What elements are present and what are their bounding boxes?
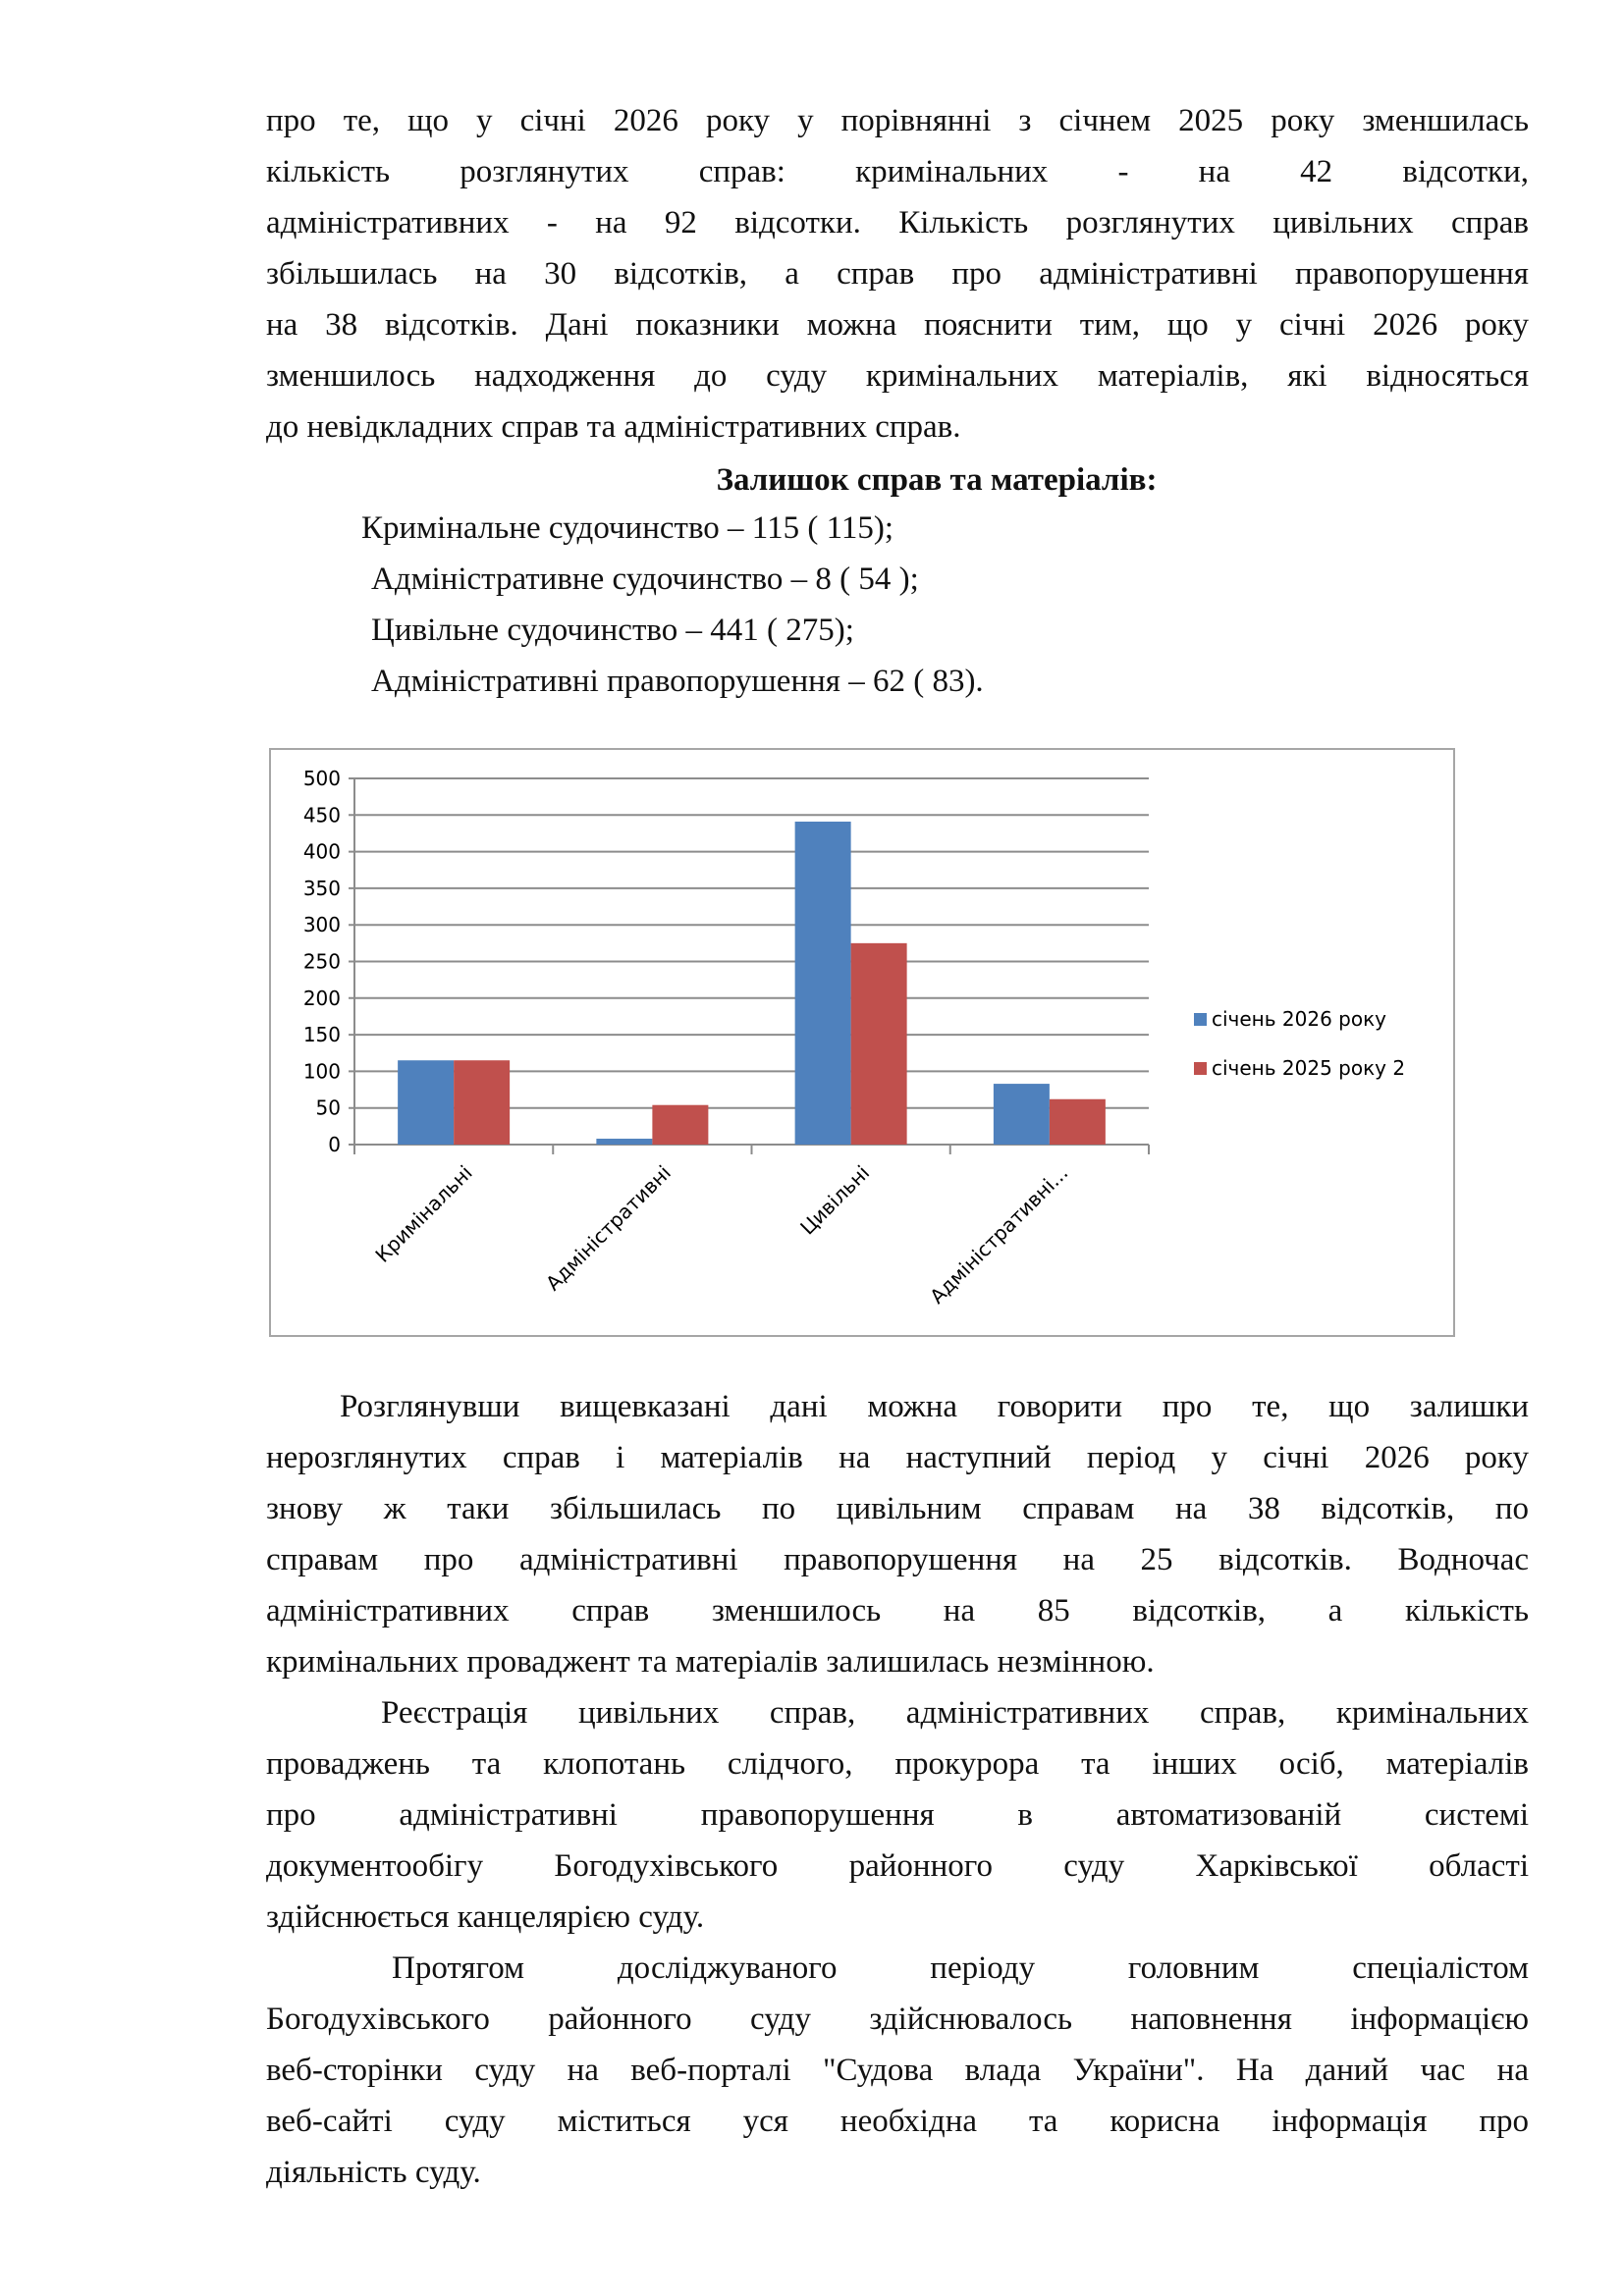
y-tick-label: 250 xyxy=(302,949,341,974)
bar-2025 xyxy=(851,943,907,1145)
bar-2026 xyxy=(994,1084,1050,1145)
y-tick-label: 150 xyxy=(302,1023,341,1047)
bar-2026 xyxy=(596,1139,652,1145)
section-heading: Залишок справ та матеріалів: xyxy=(716,462,1158,498)
text-line: документообігу Богодухівського районного суду Харківської області xyxy=(266,1848,1529,1884)
bar-chart xyxy=(269,748,1455,1337)
bar-2025 xyxy=(652,1105,708,1145)
bar-2026 xyxy=(795,822,851,1145)
text-line: діяльність суду. xyxy=(266,2155,481,2190)
list-item: Адміністративне судочинство – 8 ( 54 ); xyxy=(371,561,919,597)
legend-swatch xyxy=(1194,1062,1207,1075)
text-line: веб-сторінки суду на веб-порталі "Судова влада України". На даний час на xyxy=(266,2053,1529,2088)
text-line: про те, що у січні 2026 року у порівнянні з січнем 2025 року зменшилась xyxy=(266,103,1529,138)
text-line: адміністративних - на 92 відсотки. Кількість розглянутих цивільних справ xyxy=(266,205,1529,240)
text-line: знову ж таки збільшилась по цивільним справам на 38 відсотків, по xyxy=(266,1491,1529,1526)
legend-label: січень 2026 року xyxy=(1212,1007,1386,1031)
text-line: здійснюється канцелярією суду. xyxy=(266,1899,705,1935)
text-line: адміністративних справ зменшилось на 85 відсотків, а кількість xyxy=(266,1593,1529,1629)
y-tick-label: 350 xyxy=(302,876,341,900)
y-tick-label: 400 xyxy=(302,839,341,864)
text-line: справам про адміністративні правопорушення на 25 відсотків. Водночас xyxy=(266,1542,1529,1577)
remaining-cases-list xyxy=(361,503,984,707)
text-line: на 38 відсотків. Дані показники можна пояснити тим, що у січні 2026 року xyxy=(266,307,1529,343)
y-tick-label: 100 xyxy=(302,1059,341,1084)
text-line: веб-сайті суду міститься уся необхідна та корисна інформація про xyxy=(266,2104,1529,2139)
text-line: нерозглянутих справ і матеріалів на наступний період у січні 2026 року xyxy=(266,1440,1529,1475)
text-line: зменшилось надходження до суду кримінальних матеріалів, які відносяться xyxy=(266,358,1529,394)
paragraph-3 xyxy=(266,1687,1529,1943)
text-line: про адміністративні правопорушення в автоматизованій системі xyxy=(266,1797,1529,1833)
list-item: Цивільне судочинство – 441 ( 275); xyxy=(371,613,854,648)
y-tick-label: 300 xyxy=(302,913,341,937)
y-tick-label: 50 xyxy=(315,1095,341,1120)
legend-label: січень 2025 року 2 xyxy=(1212,1056,1406,1080)
bar-2025 xyxy=(1050,1099,1106,1145)
paragraph-4 xyxy=(266,1943,1529,2198)
x-category-label: Цивільні xyxy=(795,1160,875,1240)
text-line: Протягом досліджуваного періоду головним спеціалістом xyxy=(392,1950,1529,1986)
y-tick-label: 0 xyxy=(328,1133,341,1156)
paragraph-2 xyxy=(266,1381,1529,1687)
y-tick-label: 200 xyxy=(302,986,341,1010)
bar-2026 xyxy=(398,1060,454,1145)
list-item: Адміністративні правопорушення – 62 ( 83). xyxy=(371,664,984,699)
bar-2025 xyxy=(454,1060,510,1145)
x-category-label: Адміністративні... xyxy=(925,1160,1073,1308)
text-line: Розглянувши вищевказані дані можна говорити про те, що залишки xyxy=(340,1389,1529,1424)
text-line: до невідкладних справ та адміністративних справ. xyxy=(266,409,961,445)
text-line: збільшилась на 30 відсотків, а справ про адміністративні правопорушення xyxy=(266,256,1529,292)
list-item: Кримінальне судочинство – 115 ( 115); xyxy=(361,510,894,546)
text-line: Богодухівського районного суду здійснювалось наповнення інформацією xyxy=(266,2002,1529,2037)
text-line: Реєстрація цивільних справ, адміністративних справ, кримінальних xyxy=(381,1695,1529,1731)
y-tick-label: 450 xyxy=(302,803,341,828)
legend-swatch xyxy=(1194,1013,1207,1026)
chart-svg xyxy=(271,750,1453,1335)
y-tick-label: 500 xyxy=(302,767,341,790)
x-category-label: Адміністративні xyxy=(541,1160,676,1296)
text-line: кримінальних проваджент та матеріалів залишилась незмінною. xyxy=(266,1644,1155,1680)
text-line: кількість розглянутих справ: кримінальних - на 42 відсотки, xyxy=(266,154,1529,189)
paragraph-1 xyxy=(266,95,1529,453)
x-category-label: Кримінальні xyxy=(370,1160,477,1267)
text-line: проваджень та клопотань слідчого, прокурора та інших осіб, матеріалів xyxy=(266,1746,1529,1782)
